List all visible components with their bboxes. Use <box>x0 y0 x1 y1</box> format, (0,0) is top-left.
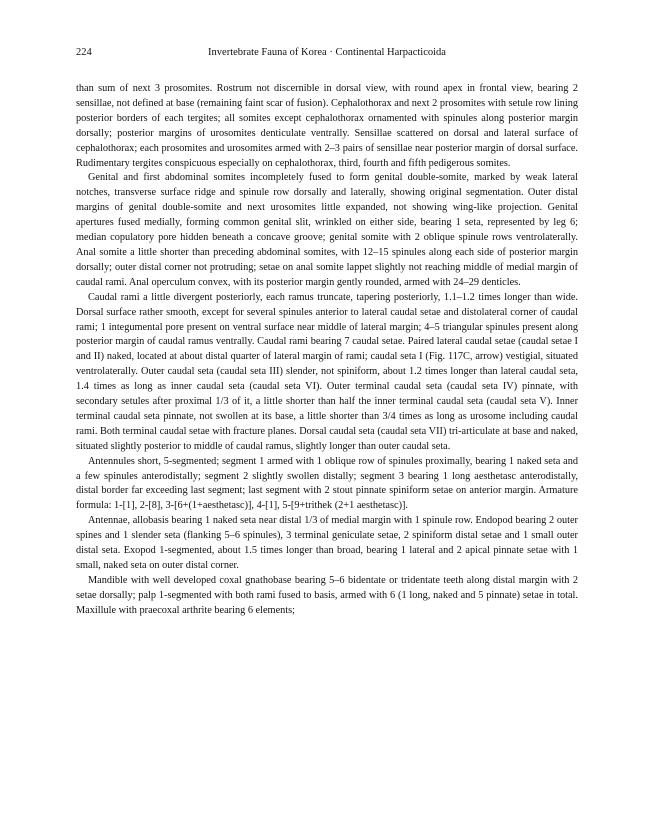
paragraph-caudal-rami: Caudal rami a little divergent posteriorly, each ramus truncate, tapering posteriorly, 1.1–1.2 times longer than wide. Dorsal surface rather smooth, except for several spinules anterior to lateral caudal setae and distolateral corner of caudal rami; 1 integumental pore present on ventral surface near middle of lateral margin; 4–5 triangular spinules present along posterior margin of caudal ramus ventrally. Caudal rami bearing 7 caudal setae. Paired lateral caudal setae (caudal setae I and II) naked, located at about distal quarter of lateral margin of rami; caudal seta I (Fig. 117C, arrow) vestigial, situated ventrolaterally. Outer caudal seta (caudal seta III) slender, not spiniform, about 1.2 times longer than lateral caudal seta, 1.4 times as long as inner caudal seta (caudal seta VI). Outer terminal caudal seta (caudal seta IV) pinnate, with secondary setules after proximal 1/3 of it, a little shorter than half the inner terminal caudal seta (caudal seta V). Inner terminal caudal seta pinnate, not swollen at its base, a little shorter than 3/4 times as long as urosome including caudal rami. Both terminal caudal setae with fracture planes. Dorsal caudal seta (caudal seta VII) tri-articulate at base and naked, situated slightly posterior to middle of caudal ramus, slightly longer than outer caudal seta. <box>76 291 578 452</box>
paragraph-mandible: Mandible with well developed coxal gnathobase bearing 5–6 bidentate or tridentate teeth along distal margin with 2 setae dorsally; palp 1-segmented with both rami fused to basis, armed with 6 (1 long, naked and 5 pinnate) setae in total. Maxillule with praecoxal arthrite bearing 6 elements; <box>76 574 578 616</box>
page-header <box>76 47 578 63</box>
paragraph-genital-somites: Genital and first abdominal somites incompletely fused to form genital double-somite, marked by weak lateral notches, transverse surface ridge and spinule row dorsally and laterally, showing original segmentation. Outer distal margins of genital double-somite and next urosomites little expanded, not showing wing-like projection. Genital apertures fused medially, forming common genital slit, wrinkled on either side, bearing 1 seta, represented by leg 6; median copulatory pore hidden beneath a concave groove; genital somite with 2 oblique spinule rows ventrolaterally. Anal somite a little shorter than preceding abdominal somites, with 12–15 spinules along each side of posterior margin dorsally; outer distal corner not protruding; setae on anal somite lappet slightly not reaching middle of medial margin of caudal rami. Anal operculum convex, with its posterior margin gently rounded, armed with 24–29 denticles. <box>76 172 578 288</box>
paragraph-continuation: than sum of next 3 prosomites. Rostrum not discernible in dorsal view, with round apex in frontal view, bearing 2 sensillae, not defined at base (remaining faint scar of fusion). Cephalothorax and next 2 prosomites with setule row lining posterior borders of each tergites; all somites except cephalothorax ornamented with spinules along posterior margin dorsally; posterior margins of urosomites denticulate ventrally. Sensillae scattered on dorsal and lateral surface of cephalothorax; each prosomites and urosomites armed with 2–3 pairs of sensillae near posterior margin of dorsal surface. Rudimentary tergites conspicuous especially on cephalothorax, third, fourth and fifth pedigerous somites. <box>76 83 578 169</box>
page-number: 224 <box>76 47 92 58</box>
paragraph-antennules: Antennules short, 5-segmented; segment 1 armed with 1 oblique row of spinules proximally, bearing 1 naked seta and a few spinules anterodistally; segment 2 slightly swollen distally; segment 3 bearing 1 long aesthetasc anterodistally, distal border far exceeding last segment; last segment with 2 stout pinnate spiniform setae on anterior margin. Armature formula: 1-[1], 2-[8], 3-[6+(1+aesthetasc)], 4-[1], 5-[9+trithek (2+1 aesthetasc)]. <box>76 455 578 512</box>
paragraph-antennae: Antennae, allobasis bearing 1 naked seta near distal 1/3 of medial margin with 1 spinule row. Endopod bearing 2 outer spines and 1 slender seta (flanking 5–6 spinules), 3 terminal geniculate setae, 2 spiniform distal setae and 1 small outer distal seta. Exopod 1-segmented, about 1.5 times longer than broad, bearing 1 lateral and 2 apical pinnate setae with 1 small, naked seta on outer distal corner. <box>76 515 578 571</box>
running-title: Invertebrate Fauna of Korea · Continental Harpacticoida <box>208 47 446 58</box>
body-text <box>76 82 578 619</box>
